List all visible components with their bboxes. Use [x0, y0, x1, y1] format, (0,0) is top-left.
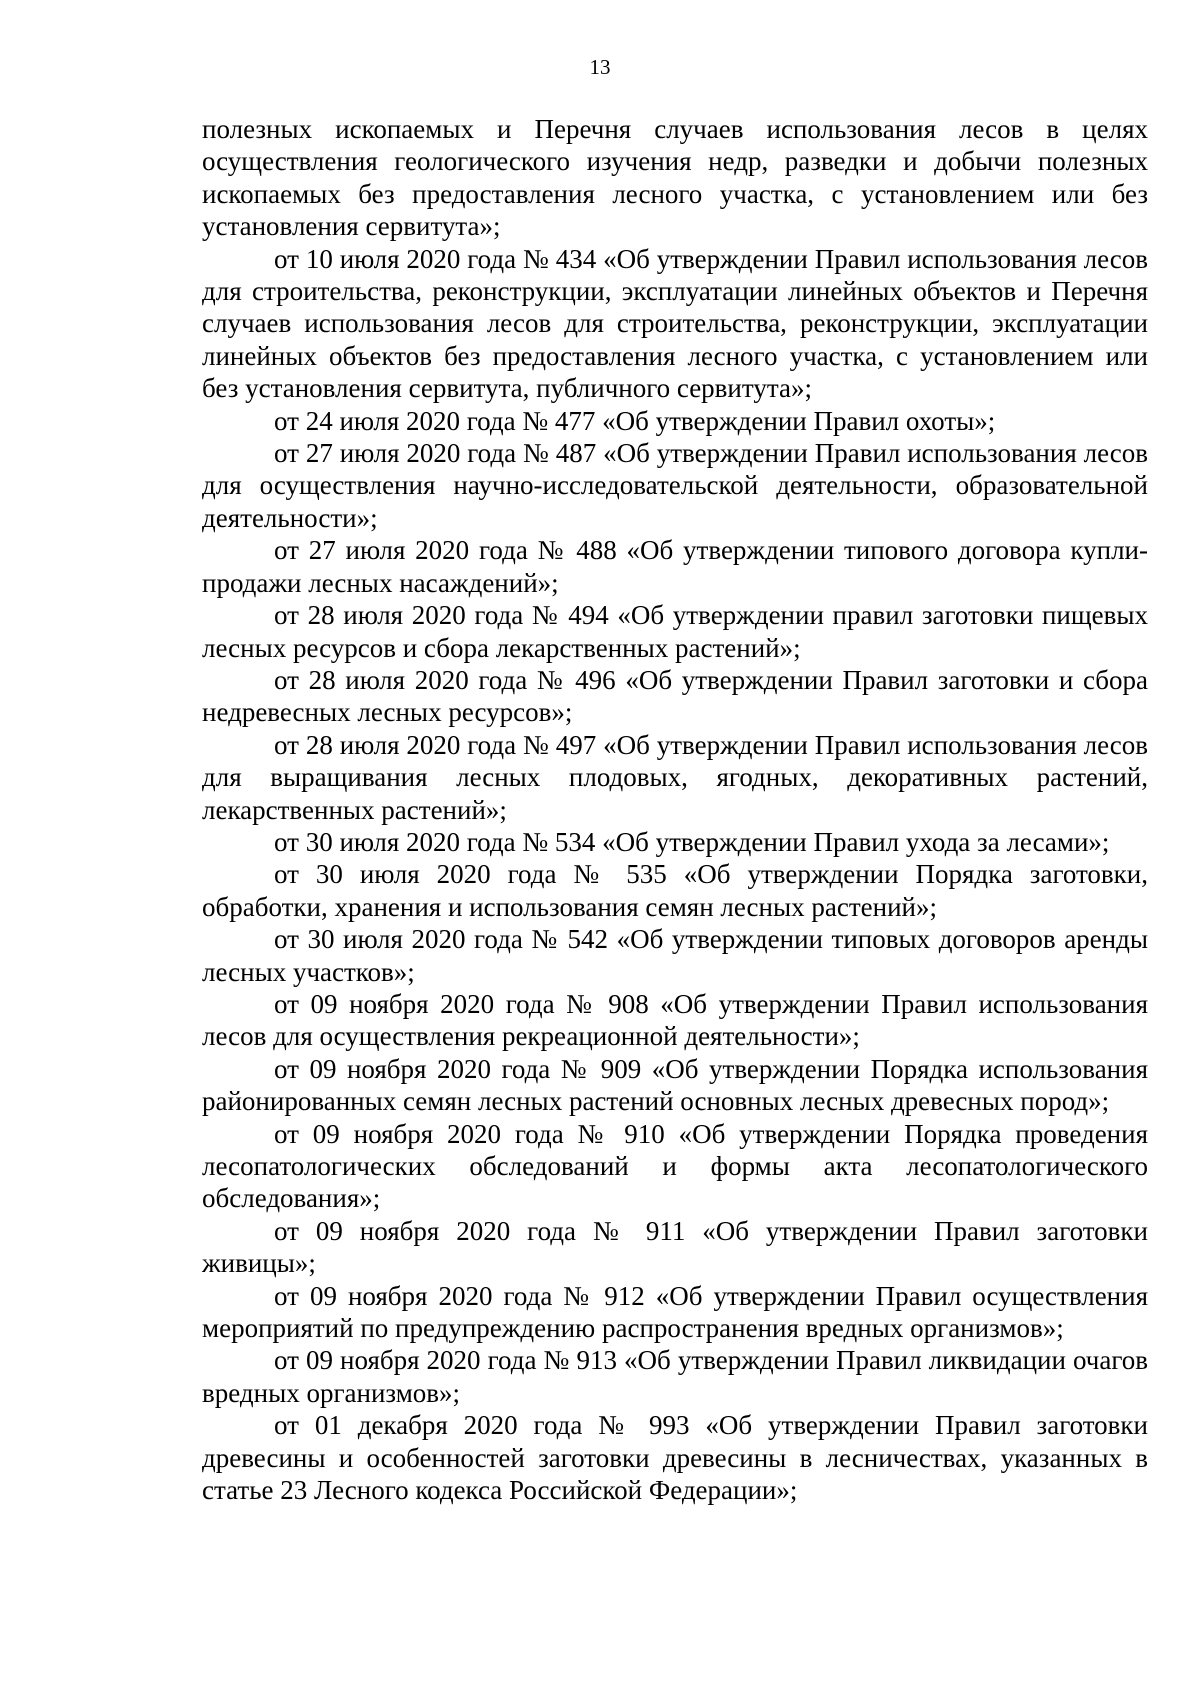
- resolution-paragraph: от 27 июля 2020 года № 487 «Об утверждении Правил использования лесов для осуществления научно-исследовательской деятельности, образовательной деятельности»;: [202, 438, 1148, 533]
- resolution-paragraph: полезных ископаемых и Перечня случаев использования лесов в целях осуществления геологического изучения недр, разведки и добычи полезных ископаемых без предоставления лесного участка, с установлением или без установления сервитута»;: [202, 114, 1148, 242]
- page-number: 13: [589, 55, 611, 79]
- document-body: [202, 113, 1148, 1506]
- resolution-paragraph: от 09 ноября 2020 года № 913 «Об утверждении Правил ликвидации очагов вредных организмов»;: [202, 1345, 1148, 1408]
- resolution-paragraph: от 09 ноября 2020 года № 910 «Об утверждении Порядка проведения лесопатологических обследований и формы акта лесопатологического обследования»;: [202, 1118, 1148, 1214]
- resolution-paragraph: от 30 июля 2020 года № 534 «Об утверждении Правил ухода за лесами»;: [274, 826, 1110, 857]
- resolution-paragraph: от 27 июля 2020 года № 488 «Об утверждении типового договора купли-продажи лесных насаждений»;: [202, 535, 1148, 598]
- resolution-paragraph: от 30 июля 2020 года № 535 «Об утверждении Порядка заготовки, обработки, хранения и использования семян лесных растений»;: [202, 859, 1148, 922]
- resolution-paragraph: от 09 ноября 2020 года № 912 «Об утверждении Правил осуществления мероприятий по предупреждению распространения вредных организмов»;: [202, 1280, 1148, 1344]
- resolution-paragraph: от 28 июля 2020 года № 494 «Об утверждении правил заготовки пищевых лесных ресурсов и сбора лекарственных растений»;: [202, 600, 1148, 663]
- resolution-paragraph: от 01 декабря 2020 года № 993 «Об утверждении Правил заготовки древесины и особенностей заготовки древесины в лесничествах, указанных в статье 23 Лесного кодекса Российской Федерации»;: [202, 1410, 1148, 1506]
- resolution-paragraph: от 28 июля 2020 года № 496 «Об утверждении Правил заготовки и сбора недревесных лесных ресурсов»;: [202, 664, 1148, 728]
- resolution-paragraph: от 28 июля 2020 года № 497 «Об утверждении Правил использования лесов для выращивания лесных плодовых, ягодных, декоративных растений, лекарственных растений»;: [202, 729, 1148, 825]
- resolution-paragraph: от 09 ноября 2020 года № 909 «Об утверждении Порядка использования районированных семян лесных растений основных лесных древесных пород»;: [202, 1053, 1148, 1117]
- resolution-paragraph: от 10 июля 2020 года № 434 «Об утверждении Правил использования лесов для строительства, реконструкции, эксплуатации линейных объектов и Перечня случаев использования лесов для строительства, реконструкции, эксплуатации линейных объектов без предоставления лесного участка, с установлением или без установления сервитута, публичного сервитута»;: [202, 243, 1148, 404]
- resolution-paragraph: от 24 июля 2020 года № 477 «Об утверждении Правил охоты»;: [274, 405, 996, 436]
- resolution-paragraph: от 30 июля 2020 года № 542 «Об утверждении типовых договоров аренды лесных участков»;: [202, 924, 1148, 987]
- resolution-paragraph: от 09 ноября 2020 года № 908 «Об утверждении Правил использования лесов для осуществления рекреационной деятельности»;: [202, 988, 1148, 1052]
- resolution-paragraph: от 09 ноября 2020 года № 911 «Об утверждении Правил заготовки живицы»;: [202, 1215, 1148, 1279]
